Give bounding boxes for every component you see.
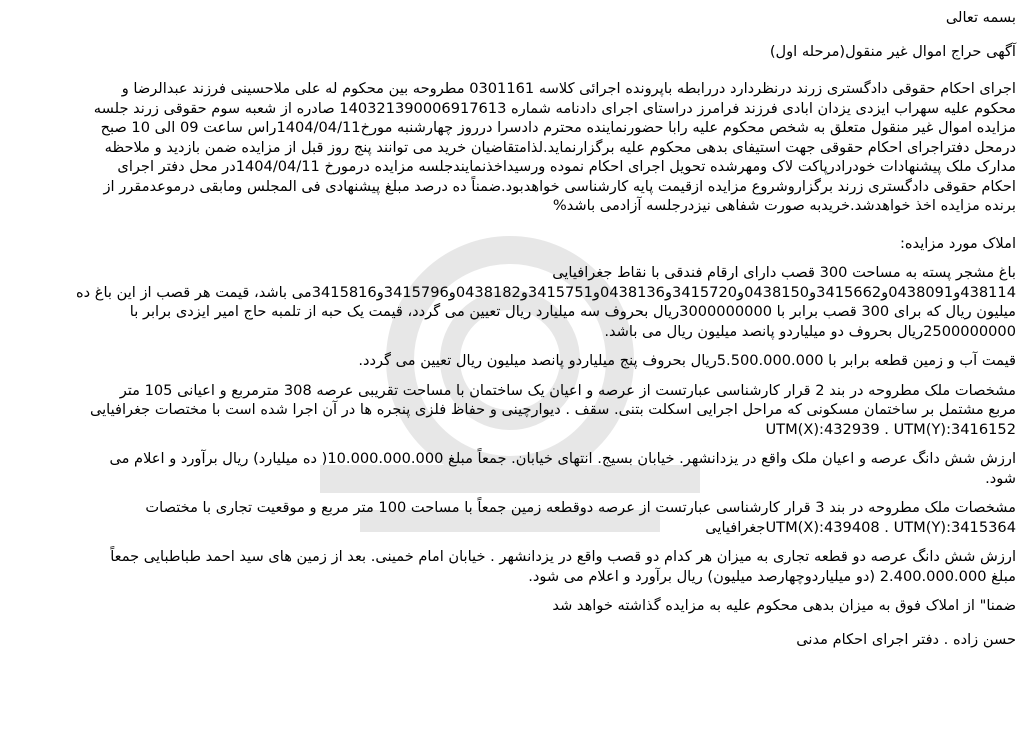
intro-line: احکام حقوقی دادگستری زرند برگزاروشروع مزایده ازقیمت پایه کارشناسی خواهدبود.ضمناً ده درصد مبلغ پیشنهادی فی المجلس ومابقی درموعدمقرر از bbox=[103, 177, 1016, 195]
item2-value-line: شود. bbox=[985, 469, 1016, 487]
item2-value-line: ارزش شش دانگ عرصه و اعیان ملک واقع در یزدانشهر. خیابان بسیج. انتهای خیابان. جمعاً مبلغ 10.000.000.000( ده میلیارد) ریال برآورد و اعلام می bbox=[109, 450, 1016, 467]
garden-line: 438114و0438091و3415662و0438150و3415720و0438136و3415751و0438182و3415796و3415816می باشد، قیمت هر قصب از این باغ ده bbox=[75, 283, 1016, 301]
garden-line: باغ مشجر پسته به مساحت 300 قصب دارای ارقام فندقی با نقاط جغرافیایی bbox=[552, 264, 1016, 281]
note-line: ضمنا" از املاک فوق به میزان بدهی محکوم علیه به مزایده گذاشته خواهد شد bbox=[552, 597, 1016, 614]
intro-line: مزایده اموال غیر منقول متعلق به شخص محکوم علیه رابا حضورنماینده محترم دادسرا درروز چهارشنبه مورخ1404/04/11راس ساعت 09 الی 10 صبح bbox=[100, 119, 1016, 136]
item2-coordinates: UTM(X):432939 . UTM(Y):3416152 bbox=[765, 420, 1016, 438]
item3-coordinates: UTM(X):439408 . UTM(Y):3415364جغرافیایی bbox=[705, 518, 1016, 536]
water-land-price: قیمت آب و زمین قطعه برابر با 5.500.000.000ریال بحروف پنج میلیاردو پانصد میلیون ریال تعیین می گردد. bbox=[358, 352, 1016, 369]
intro-line: محکوم علیه سهراب ایزدی یزدان ابادی فرزند فرامرز دراستای اجرای دادنامه شماره 140321390006917613 صادره از شعبه سوم حقوقی زرند جلسه bbox=[93, 99, 1016, 117]
intro-line: درمحل دفتراجرای احکام حقوقی جهت استیفای بدهی محکوم علیه برگزارنماید.لذامتقاضیان خرید می توانند پنج روز قبل از مزایده ضمن بازدید و ملاحظه bbox=[104, 138, 1016, 156]
item3-value-line: ارزش شش دانگ عرصه دو قطعه تجاری به میزان هر کدام دو قصب واقع در یزدانشهر . خیابان امام خمینی. بعد از زمین های سید احمد طباطبایی جمعاً bbox=[110, 548, 1016, 565]
intro-line: مدارک ملک پیشنهادات خودرادرپاکت لاک ومهرشده تحویل اجرای احکام نموده ورسیداخذنمایندجلسه مزایده درمورخ 1404/04/11در محل دفتر اجرای bbox=[117, 158, 1016, 175]
properties-heading: املاک مورد مزایده: bbox=[899, 234, 1016, 252]
item3-value-line: مبلغ 2.400.000.000 (دو میلیاردوچهارصد میلیون) ریال برآورد و اعلام می شود. bbox=[528, 567, 1016, 585]
garden-line: 2500000000ریال بحروف دو میلیاردو پانصد میلیون ریال می باشد. bbox=[604, 322, 1016, 340]
item3-specs-paragraph bbox=[8, 498, 1016, 537]
intro-line: اجرای احکام حقوقی دادگستری زرند درنظردارد دررابطه باپرونده اجرائی کلاسه 0301161 مطروحه بین محکوم له علی ملاحسینی فرزند عبدالرضا و bbox=[121, 80, 1016, 97]
garden-line: میلیون ریال که برای 300 قصب برابر با 3000000000ریال بحروف سه میلیارد ریال تعیین می گردد، قیمت یک حبه از تلمبه حاج امیر ایزدی برابر با bbox=[129, 303, 1016, 320]
item3-specs-line: مشخصات ملک مطروحه در بند 3 قرار کارشناسی عبارتست از عرصه دوقطعه زمین جمعاً با مساحت 100 متر مربع و موقعیت تجاری با مختصات bbox=[145, 499, 1016, 516]
signature: حسن زاده . دفتر اجرای احکام مدنی bbox=[796, 630, 1016, 648]
item2-specs-line: مشخصات ملک مطروحه در بند 2 قرار کارشناسی عبارتست از عرصه و اعیان یک ساختمان با مساحت تقریبی عرصه 308 مترمربع و اعیانی 105 متر bbox=[119, 381, 1016, 399]
item2-specs-paragraph bbox=[8, 381, 1016, 440]
intro-line: برنده مزایده اخذ خواهدشد.خریدبه صورت شفاهی نیزدرجلسه آزادمی باشد% bbox=[552, 197, 1016, 214]
item2-specs-line: مربع مشتمل بر ساختمان مسکونی که مراحل اجرایی اسکلت بتنی. سقف . دیوارچینی و حفاظ فلزی پنجره ها در آن اجرا شده است با مختصات جغرافیایی bbox=[89, 401, 1016, 418]
notice-title: آگهی حراج اموال غیر منقول(مرحله اول) bbox=[769, 42, 1016, 60]
garden-paragraph bbox=[8, 263, 1016, 341]
intro-paragraph bbox=[8, 79, 1016, 216]
item3-value-paragraph bbox=[8, 547, 1016, 586]
item2-value-paragraph bbox=[8, 449, 1016, 488]
bismillah: بسمه تعالی bbox=[945, 9, 1016, 26]
